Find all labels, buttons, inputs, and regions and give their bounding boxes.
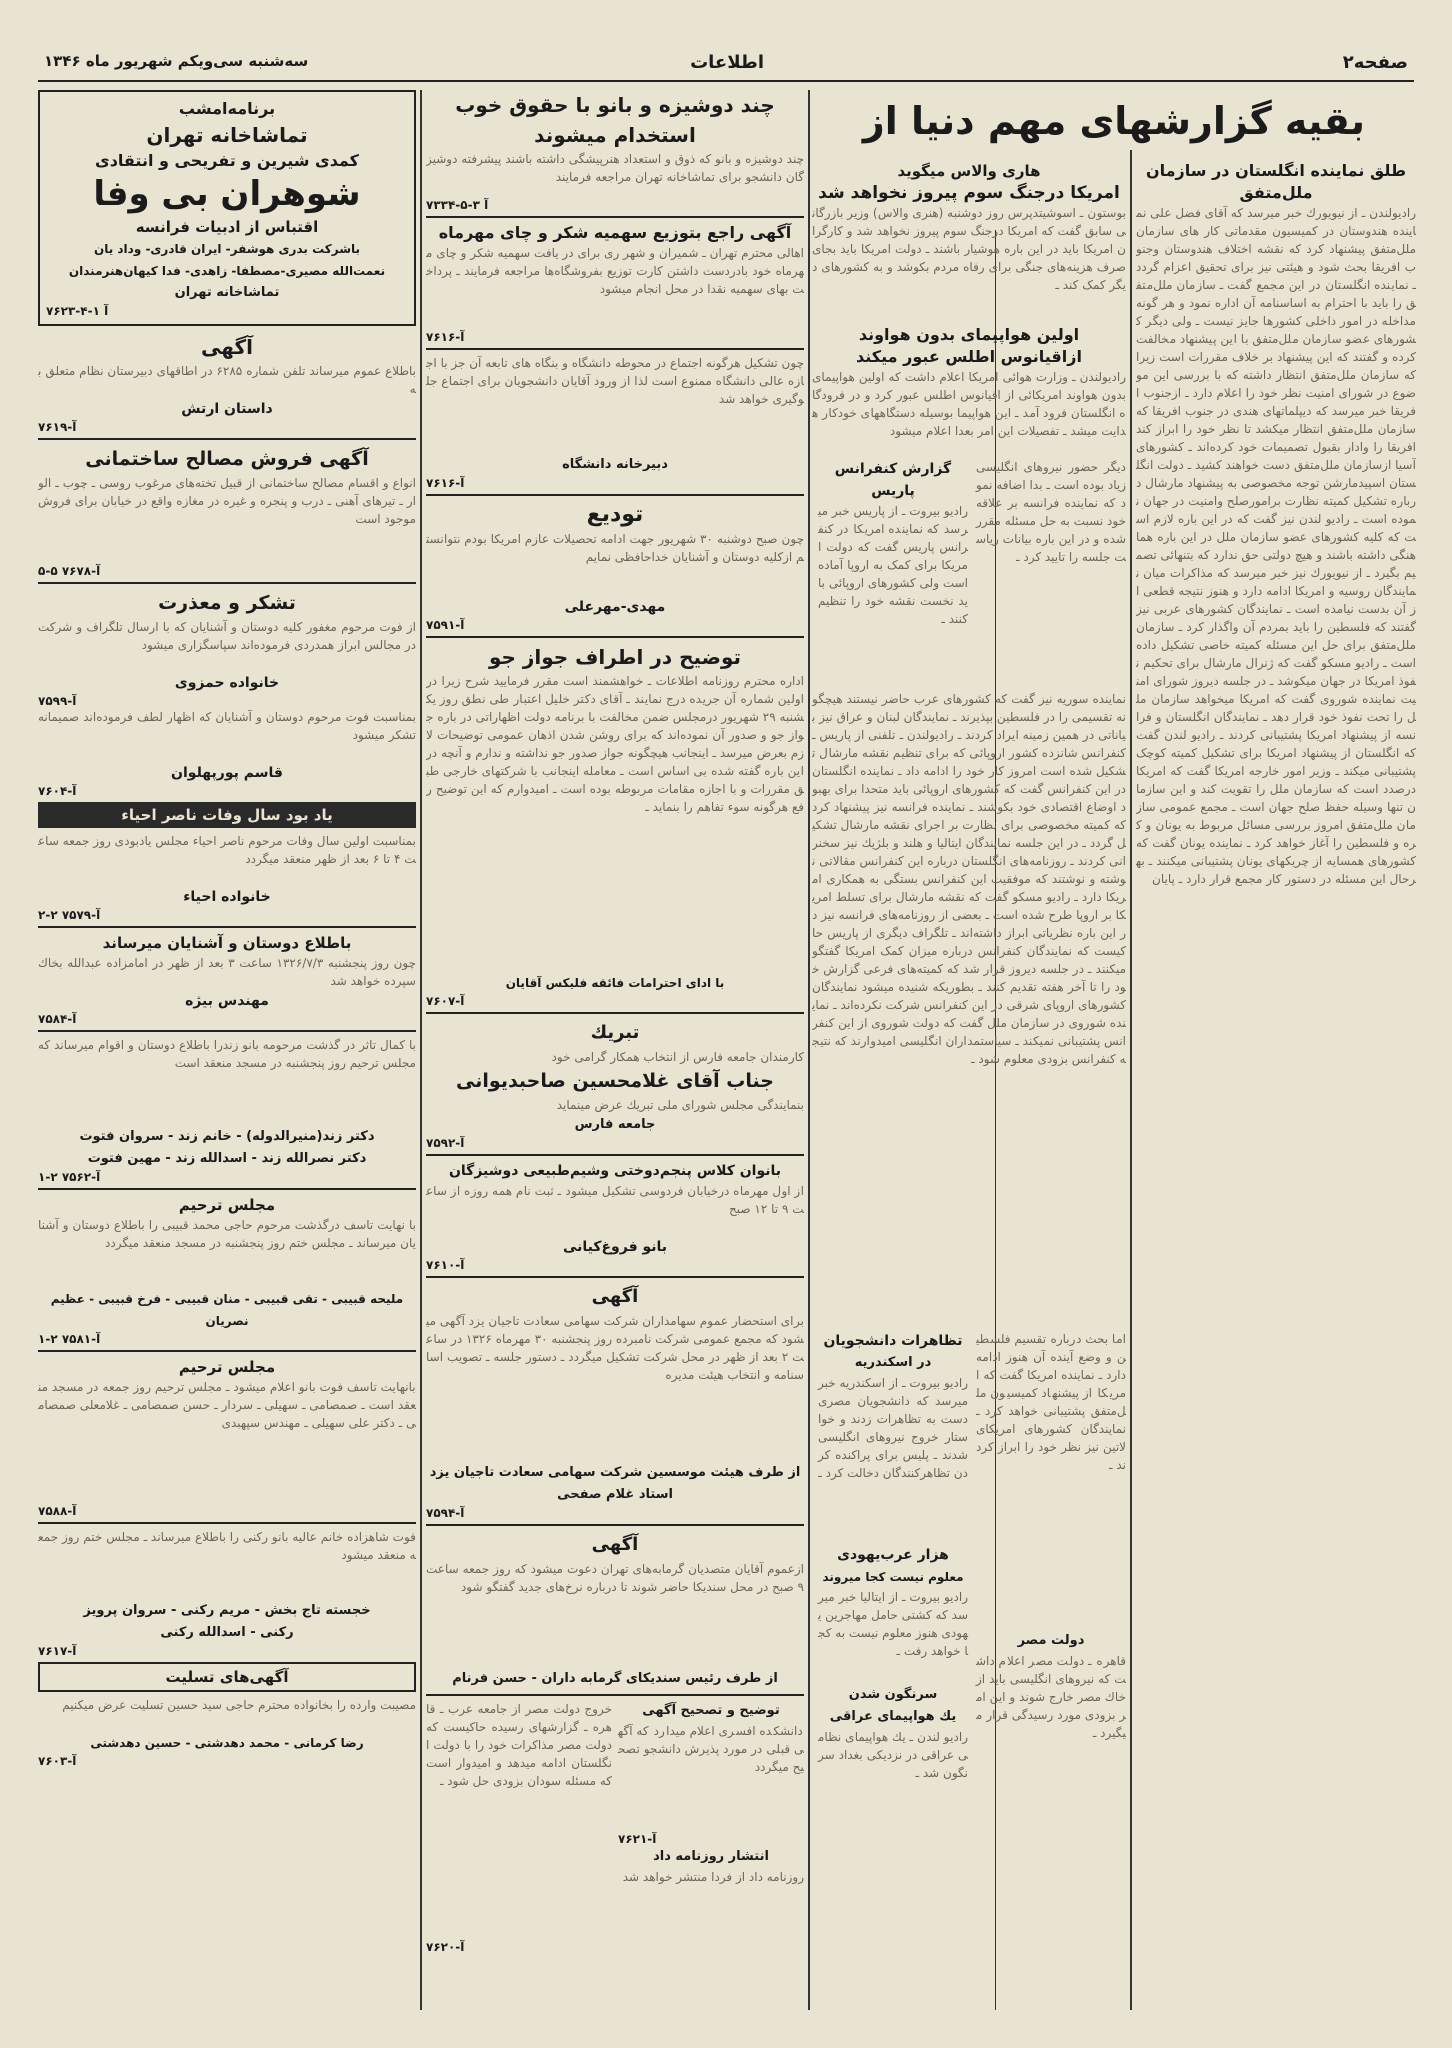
play-name: شوهران بی وفا [93, 174, 361, 214]
theatre-program-box [38, 90, 416, 326]
egypt-title: دولت مصر [1017, 1633, 1085, 1648]
house-label: تماشاخانه تهران [174, 285, 280, 300]
middle-column [426, 90, 804, 2010]
ad-code: ۷۳۳۴-آ ۳-۵ [426, 198, 489, 212]
divider [426, 1276, 804, 1278]
notice-sign-2: استاد غلام صفحی [557, 1487, 673, 1502]
divider [38, 1030, 416, 1032]
article-text: اما بحث درباره تقسیم فلسطین و وضع آینده آن هنوز ادامه دارد ـ نماینده امریکا گفت که امریکا از پیشنهاد کمیسیون ملل‌متفق پشتیبانی خواهد کرد ـ نمایندگان کشورهای امریکای لاتین نیز نظر خود را ابراز کردند ـ [976, 1332, 1126, 1472]
divider [426, 1694, 804, 1696]
newspaper-header [38, 48, 1414, 82]
article-text: رادیو لندن ـ یك هواپیمای نظامی عراقی در نزدیکی بغداد سرنگون شد ـ [818, 1730, 968, 1780]
notice-title: آگهی [591, 1286, 639, 1307]
cast-line-1: باشرکت بدری هوشفر- ایران قادری- وداد یان [93, 242, 361, 256]
main-headline: بقیه گزارشهای مهم دنیا از [862, 99, 1366, 143]
article-text: رادیو بیروت ـ از ایتالیا خبر میرسد که کشتی حامل مهاجرین یهودی هنوز معلوم نیست به کجا خواهد رفت ـ [818, 1590, 968, 1658]
ad-code: آ-۷۵۶۲ ۲-۱ [38, 1170, 101, 1184]
ad-text: از اول مهرماه درخیابان فردوسی تشکیل میشود ـ ثبت نام همه روزه از ساعت ۹ تا ۱۲ صبح [426, 1184, 804, 1216]
iraq-subtitle: یك هواپیمای عراقی [829, 1709, 957, 1724]
ad-text: انواع و اقسام مصالح ساختمانی از قبیل تخته‌های مرغوب روسی ـ چوب ـ الوار ـ تیرهای آهنی ـ درب و پنجره و غیره در مغازه واقع در خیابان برای فروش موجود است [38, 476, 416, 526]
story-col-2 [812, 160, 1126, 2010]
ad-text: چون روز پنجشنبه ۱۳۲۶/۷/۳ ساعت ۳ بعد از ظهر در امامزاده عبدالله بخاك سپرده خواهد شد [38, 956, 416, 988]
thanks2-sign: قاسم پورپهلوان [171, 765, 283, 781]
ad-code: آ-۷۶۰۷ [426, 994, 465, 1008]
mourn-sign: ملیحه قبیبی - تقی قبیبی - منان قبیبی - فرخ قبیبی - عظیم نصریان [50, 1292, 404, 1328]
ad-text: برای استحضار عموم سهامداران شرکت سهامی سعادت تاجیان یزد آگهی میشود که مجمع عمومی شرکت نامبرده روز پنجشنبه ۳۰ مهرماه ۱۳۲۶ در ساعت ۲ بعد از ظهر در محل شرکت تشکیل میگردد ـ دستور جلسه ـ تصویب اساسنامه و انتخاب هیئت مدیره [426, 1314, 804, 1382]
ad-code: آ-۷۶۱۷ [38, 1644, 77, 1658]
divider [426, 494, 804, 496]
women-ad-subtitle: استخدام میشوند [534, 123, 696, 147]
divider [38, 1188, 416, 1190]
iraq-title: سرنگون شدن [848, 1687, 938, 1702]
clarify-sign: با ادای احترامات فائقه فلیکس آقایان [505, 976, 725, 990]
farewell-title: تودیع [586, 502, 644, 527]
ad-text: چون صبح دوشنبه ۳۰ شهریور جهت ادامه تحصیلات عازم امریکا بودم نتوانستم ازکلیه دوستان و آشنایان خداحافظی نمایم [426, 532, 804, 564]
correction-title: توضیح و تصحیح آگهی [642, 1703, 780, 1718]
ad-text: با نهایت تاسف درگذشت مرحوم حاجی محمد قبیبی را باطلاع دوستان و آشنایان میرساند ـ مجلس ختم روز پنجشنبه در مسجد منعقد میگردد [38, 1218, 416, 1250]
congrats-title: تبریك [590, 1022, 640, 1043]
ad-text: مصیبت وارده را بخانواده محترم حاجی سید حسین تسلیت عرض میکنیم [62, 1698, 416, 1712]
ad-code: آ-۷۵۹۱ [426, 618, 465, 632]
plane-title: اولین هواپیمای بدون هواوند [858, 325, 1080, 344]
date-line: سه‌شنبه سی‌ویکم شهریور ماه ۱۳۴۶ [44, 52, 309, 70]
ad-code: آ-۷۵۸۸ [38, 1504, 77, 1518]
notice2-title: آگهی [591, 1534, 639, 1555]
building-ad-title: آگهی فروش مصالح ساختمانی [85, 448, 369, 470]
article-text: بوستون ـ اسوشیتدپرس روز دوشنبه (هنری والاس) وزیر بازرگانی سابق گفت که امریکا درجنگ سوم پیروز نخواهد شد و کارگران امریکا باید در این باره هوشیار باشند ـ دولت امریکا باید بجای صرف هزینه‌های جنگی برای رفاه مردم بکوشد و به کشورهای دیگر کمک کند ـ [812, 206, 1126, 292]
article-text: رادیولندن ـ وزارت هوائی امریکا اعلام داشت که اولین هواپیمای بدون هواوند امریکائی از اقیانوس اطلس عبور کرد و در فرودگاه انگلستان فرود آمد ـ این هواپیما بوسیله دستگاههای خودکار هدایت میشد ـ تفصیلات این امر بعدا اعلام میشود [812, 370, 1126, 438]
ad-text: اهالی محترم تهران ـ شمیران و شهر ری برای در یافت سهمیه شکر و چای مهرماه خود بادردست داشتن کارت توزیع بفروشگاه‌ها مراجعه فرمایند ـ پرداخت بهای سهمیه نقدا در محل انجام میشود [426, 246, 804, 296]
farewell-sign: مهدی-مهرعلی [564, 599, 666, 615]
ring-sign-1: دکتر زند(منیرالدوله) - خانم زند - سروان فتوت [79, 1129, 375, 1144]
divider [426, 1524, 804, 1526]
ad-code: آ-۷۶۷۸ ۵-۵ [38, 564, 101, 578]
ad-code: ۷۶۲۳-آ ۱-۴ [46, 304, 109, 318]
divider [426, 1012, 804, 1014]
ad-text: چند دوشیزه و بانو که ذوق و استعداد هنرپیشگی داشته باشند پیشرفته دوشیزگان دانشجو برای تماشاخانه تهران مراجعه فرمایند [426, 152, 804, 184]
ad-text: دانشکده افسری اعلام میدارد که آگهی قبلی در مورد پذیرش دانشجو تصحیح میگردد [618, 1724, 804, 1774]
condolence-box [38, 1662, 416, 1692]
paper-name: اطلاعات [690, 52, 764, 73]
friends-sign: مهندس بیژه [185, 993, 269, 1009]
ad-code: آ-۷۶۱۶ [426, 330, 465, 344]
tailoring-title: بانوان کلاس پنجم‌دوختی وشیم‌طبیعی دوشیزگان [448, 1163, 782, 1179]
article-text: رادیو بیروت ـ از اسکندریه خبر میرسد که دانشجویان مصری دست به تظاهرات زدند و خواستار خروج نیروهای انگلیسی شدند ـ پلیس برای پراکنده کردن تظاهرکنندگان دخالت کرد ـ [818, 1376, 968, 1480]
ad-text: از فوت مرحوم مغفور کلیه دوستان و آشنایان که با ارسال تلگراف و شرکت در مجالس ابراز همدردی فرموده‌اند سپاسگزاری میشود [38, 620, 416, 652]
mourn-title: مجلس ترحیم [178, 1196, 276, 1214]
story-col-1 [1136, 160, 1416, 2010]
ad-text: بنمایندگی مجلس شورای ملی تبریك عرض مینماید [556, 1098, 804, 1112]
ad-code: آ-۷۶۱۶ [426, 476, 465, 490]
congrats-name: جناب آقای غلامحسین صاحبدیوانی [456, 1070, 774, 1092]
friends-title: باطلاع دوستان و آشنایان میرساند [102, 934, 352, 952]
main-headline-box [812, 90, 1416, 158]
jews-subtitle: معلوم نیست کجا میروند [822, 1570, 964, 1584]
congrats-sign: جامعه فارس [574, 1117, 656, 1132]
divider [426, 1154, 804, 1156]
ad-code: آ-۷۶۲۱ [618, 1832, 657, 1846]
column-rule [808, 90, 810, 2010]
ad-code: آ-۷۶۰۴ [38, 784, 77, 798]
ad-code: آ-۷۶۱۰ [426, 1258, 465, 1272]
theatre-name: تماشاخانه تهران [146, 123, 308, 147]
ad-code: آ-۷۵۸۱ ۲-۱ [38, 1332, 101, 1346]
ad-text: بمناسبت فوت مرحوم دوستان و آشنایان که اظهار لطف فرموده‌اند صمیمانه تشکر میشود [38, 710, 416, 742]
ad-text: بمناسبت اولین سال وفات مرحوم ناصر احیاء مجلس یادبودی روز جمعه ساعت ۴ تا ۶ بعد از ظهر منعقد میگردد [38, 834, 416, 866]
ad-text: روزنامه داد از فردا منتشر خواهد شد [622, 1870, 804, 1884]
ad-code: آ-۷۶۰۳ [38, 1754, 77, 1768]
ring-sign-2: دکتر نصرالله زند - اسدالله زند - مهین فتوت [87, 1151, 367, 1166]
ad-text: با کمال تاثر در گذشت مرحومه بانو زندرا باطلاع دوستان و اقوام میرساند که مجلس ترحیم روز پنجشنبه در مسجد منعقد است [38, 1038, 416, 1070]
left-column [38, 90, 416, 2010]
ad-text: باطلاع عموم میرساند تلفن شماره ۶۲۸۵ در اطاقهای دبیرستان نظام متعلق به [38, 364, 416, 396]
article-text: قاهره ـ دولت مصر اعلام داشت که نیروهای انگلیسی باید از خاك مصر خارج شوند و این امر بزودی مورد رسیدگی قرار میگیرد ـ [976, 1654, 1126, 1740]
mourn4-sign: رضا کرمانی - محمد دهدشتی - حسین دهدشتی [90, 1736, 364, 1750]
anniv-sign: خانواده احیاء [183, 889, 271, 905]
edu-title: انتشار روزنامه داد [653, 1849, 769, 1864]
uni-sign: دبیرخانه دانشگاه [562, 457, 668, 472]
divider [38, 582, 416, 584]
students-subtitle: در اسکندریه [854, 1355, 932, 1370]
mourn3-sign: خجسته تاج بخش - مریم رکنی - سروان پرویز [83, 1603, 371, 1618]
harriman-subtitle: امریکا درجنگ سوم پیروز نخواهد شد [818, 183, 1120, 203]
notice-sign: از طرف هیئت موسسین شرکت سهامی سعادت تاجیان یزد [429, 1465, 801, 1480]
mourn3-sign-2: رکنی - اسدالله رکنی [160, 1625, 294, 1640]
ad-text: بانهایت تاسف فوت بانو اعلام میشود ـ مجلس ترحیم روز جمعه در مسجد منعقد است ـ صمصامی ـ سهیلی ـ سردار ـ حسن صمصامی ـ غلامعلی صمصامی ـ دکتر علی سهیلی ـ مهندس سپهبدی [38, 1380, 416, 1430]
left-notice-title: آگهی [201, 335, 253, 359]
ad-text: ازعموم آقایان متصدیان گرمابه‌های تهران دعوت میشود که روز جمعه ساعت ۹ صبح در محل سندیکا حاضر شوند تا درباره نرخ‌های جدید گفتگو شود [426, 1562, 804, 1594]
sugar-ad-title: آگهی راجع بتوزیع سهمیه شکر و چای مهرماه [438, 223, 792, 242]
ad-text: اداره محترم روزنامه اطلاعات ـ خواهشمند است مقرر فرمایید شرح زیرا در اولین شماره آن جریده درج نمایند ـ آقای دکتر خلیل اعتبار طی نطق روز یکشنبه ۲۹ شهریور درمجلس ضمن مخالفت با برنامه دولت اظهاراتی در باره جواز جو و صدور آن نموده‌اند که برای روشن شدن اذهان عمومی توضیحات لازم بعرض میرسد ـ اینجانب هیچگونه جواز صدور جو نداشته و ندارم و آنچه در این باره گفته شده بی اساس است ـ معامله اینجانب با شرکتهای خارجی طبق مقررات و با اجازه مقامات مربوطه بوده است ـ امیدوارم که این توضیح رفع هرگونه سوء تفاهم را بنماید ـ [426, 674, 804, 814]
jews-title: هزار عرب‌یهودی [837, 1547, 949, 1563]
ad-text: فوت شاهزاده خانم عالیه بانو رکنی را باطلاع میرساند ـ مجلس ختم روز جمعه منعقد میشود [38, 1530, 416, 1562]
divider [426, 636, 804, 638]
ad-code: آ-۷۵۸۴ [38, 1012, 77, 1026]
cast-line-2: نعمت‌الله مصیری-مصطفا- زاهدی- فدا کیهان‌هنرمندان [68, 264, 386, 278]
thanks-title: تشکر و معذرت [158, 592, 296, 614]
divider [38, 1350, 416, 1352]
ad-code: آ-۷۶۱۹ [38, 420, 77, 434]
divider [38, 1522, 416, 1524]
column-rule [420, 90, 422, 2010]
tailoring-sign: بانو فروغ‌کیانی [562, 1239, 668, 1255]
ad-text: خروج دولت مصر از جامعه عرب ـ قاهره ـ گزارشهای رسیده حاکیست که دولت مصر مذاکرات خود را با دولت انگلستان ادامه میدهد و امیدوار است که مسئله سودان بزودی حل شود ـ [426, 1702, 612, 1788]
mourn2-title: مجلس ترحیم [178, 1358, 276, 1376]
anniv-banner [38, 802, 416, 828]
ad-text: کارمندان جامعه فارس از انتخاب همکار گرامی خود [551, 1050, 804, 1064]
page-number: صفحه۲ [1342, 52, 1408, 73]
ad-code: آ-۷۶۲۰ [426, 1940, 465, 1954]
un-title: طلق نماینده انگلستان در سازمان ملل‌متفق [1145, 161, 1407, 202]
divider [38, 926, 416, 928]
column-rule [1130, 150, 1132, 2010]
ad-code: آ-۷۵۹۴ [426, 1506, 465, 1520]
women-ad-title: چند دوشیزه و بانو با حقوق خوب [455, 93, 775, 117]
left-notice-school: داستان ارتش [181, 401, 273, 417]
ad-text: چون تشکیل هرگونه اجتماع در محوطه دانشگاه و بنگاه های تابعه آن جز با اجازه عالی دانشگاه ممنوع است لذا از ورود آقایان دانشجویان برای اجتماع جلوگیری خواهد شد [426, 356, 804, 406]
plane-subtitle: ازاقیانوس اطلس عبور میکند [856, 347, 1082, 366]
ad-code: آ-۷۵۹۲ [426, 1136, 465, 1150]
harriman-title: هاری والاس میگوید [897, 162, 1041, 180]
mourn4-title: آگهی‌های تسلیت [165, 1668, 289, 1686]
article-text: رادیو بیروت ـ از پاریس خبر میرسد که نماینده امریکا در کنفرانس پاریس گفت که دولت امریکا برای کمک به اروپا آماده است ولی کشورهای اروپائی باید نخست نقشه خود را تنظیم کنند ـ [818, 504, 968, 626]
divider [426, 348, 804, 350]
comedy-label: کمدی شیرین و تفریحی و انتقادی [95, 151, 359, 170]
article-text: نماینده سوریه نیز گفت که کشورهای عرب حاضر نیستند هیچگونه تقسیمی را در فلسطین بپذیرند ـ نمایندگان لبنان و عراق نیز بیاناتی در همین زمینه ایراد کردند ـ رادیولندن ـ تلفنی از پاریس ـ کنفرانس شانزده کشور اروپائی که برای تنظیم نقشه مارشال تشکیل شده است امروز کار خود را ادامه داد ـ نماینده انگلستان در این کنفرانس گفت که کشورهای اروپائی باید متحدا برای بهبود اوضاع اقتصادی خود بکوشند ـ نماینده فرانسه نیز پیشنهاد کرد که کمیته مخصوصی برای نظارت بر اجرای نقشه مارشال تشکیل گردد ـ در این جلسه نمایندگان ایتالیا و هلند و بلژیك نیز سخنرانی کردند ـ روزنامه‌های انگلستان درباره این کنفرانس مقالاتی نوشته و نوشتند که موفقیت این کنفرانس بستگی به همکاری امریکا دارد ـ رادیو مسکو گفت که نقشه مارشال برای تسلط امریکا بر اروپا طرح شده است ـ بعضی از روزنامه‌های فرانسه نیز در این باره نظریاتی ابراز داشته‌اند ـ تلگراف دیگری از پاریس حاکیست که نمایندگان کنفرانس درباره میزان کمک امریکا گفتگو میکنند ـ در جلسه دیروز قرار شد که کمیته‌های فرعی گزارش خود را تا آخر هفته تقدیم کنند ـ بطوریکه شنیده میشود نمایندگان کشورهای اروپای شرقی در این کنفرانس شرکت نکرده‌اند ـ نماینده شوروی در سازمان ملل گفت که دولت شوروی از این کنفرانس پشتیبانی نمیکند ـ سیاستمداران انگلیسی امیدوارند که نتیجه کنفرانس بزودی معلوم شود ـ [812, 692, 1126, 1066]
divider [38, 438, 416, 440]
adapted-label: اقتباس از ادبیات فرانسه [135, 218, 319, 236]
divider [426, 216, 804, 218]
article-text: دیگر حضور نیروهای انگلیسی زیاد بوده است ـ بدا اضافه نمود که نماینده فرانسه بر علاقه خود نسبت به حل مسئله مقرر شده و در این باره بیانات ریاست جلسه را تایید کرد ـ [976, 460, 1126, 564]
ad-code: آ-۷۵۷۹ ۲-۲ [38, 908, 101, 922]
thanks-sign: خانواده حمزوی [174, 675, 280, 691]
program-title: برنامه‌امشب [178, 99, 276, 118]
paris-title: گزارش کنفرانس پاریس [834, 461, 952, 499]
anniv-title: یاد بود سال وفات ناصر احیاء [121, 806, 333, 824]
students-title: تظاهرات دانشجویان [823, 1333, 963, 1349]
clarify-title: توضیح در اطراف جواز جو [488, 645, 742, 669]
ad-code: آ-۷۵۹۹ [38, 694, 77, 708]
article-text: رادیولندن ـ از نیویورك خبر میرسد که آقای فضل علی نماینده هندوستان در کمیسیون مقدماتی کار های سازمان ملل‌متفق پیشنهاد کرد که نقشه اختلاف هندوستان وجنوب افریقا بحث شود و هیئتی نیز برای تحقیق اعزام گردد ـ نماینده انگلستان در این مجمع گفت ـ سازمان ملل‌متفق را باید با احترام به اساسنامه آن اداره نمود و هر گونه مداخله در امور داخلی کشورها جایز نیست ـ ولی دیگر کشورهای عضو سازمان ملل‌متفق با این پیشنهاد مخالفت کرده و گفتند که این پیشنهاد بر خلاف مقررات است زیرا که سازمان ملل‌متفق انتظار داشته که با بررسی این موضوع در شورای امنیت نظر خود را اعلام دارد ـ ازجنوب افریقا خبر میرسد که دیپلماتهای هندی در جنوب افریقا که سازمان ملل‌متفق انتظار میکشد تا نظر خود را ابراز کند افریقا را وادار بقبول تصمیمات خود کرده‌اند ـ کشورهای آسیا ازسازمان ملل‌متفق دست خواهند کشید ـ دولت انگلستان اسپیدمارشن توجه مخصوصی به پیشنهاد مارشال درباره تشکیل کمیته نظارت برامورصلح وامنیت در جهان نموده است ـ رادیو لندن نیز گفت که در این باره لازم است که کلیه کشورهای عضو سازمان ملل در این باره هماهنگی داشته باشند و هیچ دولتی حق ندارد که بتنهائی تصمیم بگیرد ـ از نیویورك نیز خبر میرسد که مذاکرات میان نمایندگان روسیه و امریکا ادامه دارد و هنوز نتیجه قطعی از آن بدست نیامده است ـ نمایندگان کشورهای عربی نیز گفتند که فلسطین را باید بمردم آن واگذار کرد ـ سازمان ملل‌متفق برای حل این مسئله کمیته خاصی تشکیل داده است ـ رادیو مسکو گفت که ژنرال مارشال برای تحکیم نفوذ امریکا در جهان میکوشد ـ در جلسه دیروز شورای امنیت نماینده شوروی گفت که امریکا میخواهد سازمان ملل را تحت نفوذ خود قرار دهد ـ نمایندگان انگلستان و فرانسه از پیشنهاد امریکا پشتیبانی کردند ـ رادیو لندن گفت که انگلستان از پیشنهاد امریکا برای تشکیل کمیته کوچک پشتیبانی میکند ـ وزیر امور خارجه امریکا گفت که امریکا درصدد است که سازمان ملل را تقویت کند و این سازمان تنها وسیله حفظ صلح جهان است ـ مجمع عمومی سازمان ملل‌متفق امروز بررسی مسائل مربوط به یونان و کره و فلسطین را آغاز خواهد کرد ـ نماینده یونان گفت که کشورهای همسایه از چریکهای یونان پشتیبانی میکنند ـ بهرحال این مسئله در دستور کار مجمع قرار دارد ـ پایان [1136, 206, 1416, 886]
notice2-sign: از طرف رئیس سندیکای گرمابه داران - حسن فرنام [452, 1671, 778, 1686]
